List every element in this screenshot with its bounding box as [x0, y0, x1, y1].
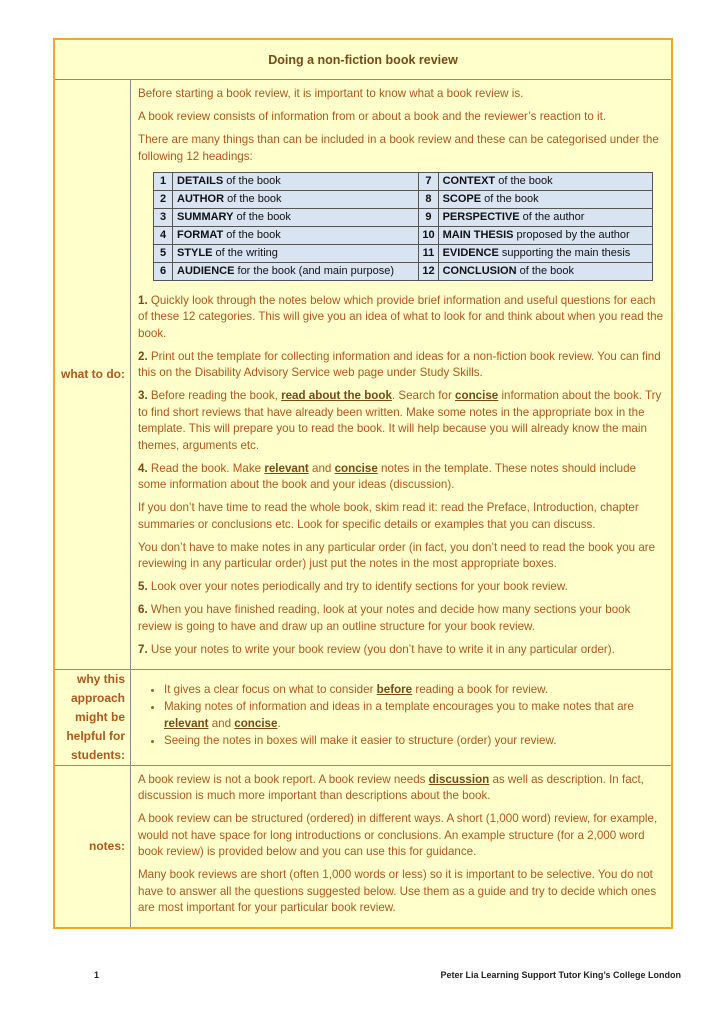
- list-item: • Seeing the notes in boxes will make it easier to structure (order) your review.: [164, 733, 665, 750]
- heading-number: 2: [154, 190, 173, 208]
- page-footer: [0, 970, 725, 986]
- page-title: Doing a non-fiction book review: [55, 40, 671, 80]
- why-label: why this approach might be helpful for students:: [55, 670, 131, 765]
- what-to-do-row: [55, 80, 671, 670]
- step-1: 1. Quickly look through the notes below which provide brief information and useful questions for each of these 12 categories. This will give you an idea of what to look for and think about when you read the book.: [138, 293, 664, 340]
- heading-number: 9: [419, 208, 438, 226]
- heading-number: 10: [419, 226, 438, 244]
- what-to-do-content: [131, 80, 671, 669]
- why-content: [131, 670, 671, 765]
- notes-paragraph: Many book reviews are short (often 1,000 words or less) so it is important to be selective. You do not have to answer all the questions suggested below. Use them as a guide and try to decide which ones are most important for your particular book review.: [138, 868, 657, 914]
- heading-number: 12: [419, 262, 438, 280]
- step-3: 3. Before reading the book, read about the book. Search for concise information about the book. Try to find short reviews that have already been written. Make some notes in the appropriate box in the template. This will prepare you to read the book. It will help because you will already know the main themes, arguments etc.: [138, 389, 662, 452]
- what-to-do-label: what to do:: [55, 80, 131, 669]
- step-5: 5. Look over your notes periodically and try to identify sections for your book review.: [138, 580, 568, 593]
- review-guide-table: [53, 38, 673, 929]
- table-row: [154, 190, 653, 208]
- notes-row: [55, 766, 671, 928]
- step-4: 4. Read the book. Make relevant and concise notes in the template. These notes should include some information about the book and your ideas (discussion).: [138, 461, 637, 491]
- intro-paragraph: A book review consists of information from or about a book and the reviewer’s reaction to it.: [138, 110, 607, 123]
- headings-table: [153, 172, 653, 281]
- heading-number: 6: [154, 262, 173, 280]
- list-item: • Making notes of information and ideas in a template encourages you to make notes that are relevant and concise.: [164, 699, 665, 732]
- intro-paragraph: There are many things than can be included in a book review and these can be categorised under the following 12 headings:: [138, 133, 659, 163]
- table-row: [154, 208, 653, 226]
- heading-number: 1: [154, 172, 173, 190]
- list-item: • It gives a clear focus on what to consider before reading a book for review.: [164, 682, 665, 699]
- heading-number: 11: [419, 244, 438, 262]
- table-row: [154, 172, 653, 190]
- footer-author: Peter Lia Learning Support Tutor King’s College London: [440, 970, 681, 980]
- heading-cell: AUDIENCE for the book (and main purpose): [173, 262, 419, 280]
- order-paragraph: You don’t have to make notes in any particular order (in fact, you don’t need to read the book you are reviewing in any particular order) just put the notes in the most appropriate boxes.: [138, 540, 656, 570]
- table-row: [154, 244, 653, 262]
- heading-cell: AUTHOR of the book: [173, 190, 419, 208]
- heading-cell: SUMMARY of the book: [173, 208, 419, 226]
- heading-cell: STYLE of the writing: [173, 244, 419, 262]
- page-number: 1: [94, 970, 100, 980]
- table-row: [154, 262, 653, 280]
- notes-paragraph: A book review can be structured (ordered) in different ways. A short (1,000 word) review, for example, would not have space for long introductions or conclusions. An example structure (for a 2,000 word book review) is provided below and you can use this for guidance.: [138, 812, 658, 858]
- heading-number: 8: [419, 190, 438, 208]
- heading-number: 3: [154, 208, 173, 226]
- heading-number: 7: [419, 172, 438, 190]
- why-row: [55, 670, 671, 766]
- step-7: 7. Use your notes to write your book review (you don’t have to write it in any particular order).: [138, 642, 615, 656]
- step-2: 2. Print out the template for collecting information and ideas for a non-fiction book review. You can find this on the Disability Advisory Service web page under Study Skills.: [138, 349, 661, 379]
- intro-paragraph: Before starting a book review, it is important to know what a book review is.: [138, 87, 524, 100]
- heading-number: 5: [154, 244, 173, 262]
- why-bullet-list: [138, 682, 665, 750]
- notes-paragraph: A book review is not a book report. A book review needs discussion as well as description. In fact, discussion is much more important than descriptions about the book.: [138, 772, 644, 802]
- notes-content: [131, 766, 671, 928]
- heading-cell: SCOPE of the book: [438, 190, 652, 208]
- heading-number: 4: [154, 226, 173, 244]
- heading-cell: MAIN THESIS proposed by the author: [438, 226, 652, 244]
- heading-cell: PERSPECTIVE of the author: [438, 208, 652, 226]
- heading-cell: CONCLUSION of the book: [438, 262, 652, 280]
- notes-label: notes:: [55, 766, 131, 928]
- step-6: 6. When you have finished reading, look at your notes and decide how many sections your book review is going to have and draw up an outline structure for your book review.: [138, 603, 631, 633]
- heading-cell: CONTEXT of the book: [438, 172, 652, 190]
- table-row: [154, 226, 653, 244]
- heading-cell: DETAILS of the book: [173, 172, 419, 190]
- heading-cell: FORMAT of the book: [173, 226, 419, 244]
- skim-paragraph: If you don’t have time to read the whole book, skim read it: read the Preface, Introduction, chapter summaries or conclusions etc. Look for specific details or examples that you can discuss.: [138, 501, 639, 531]
- heading-cell: EVIDENCE supporting the main thesis: [438, 244, 652, 262]
